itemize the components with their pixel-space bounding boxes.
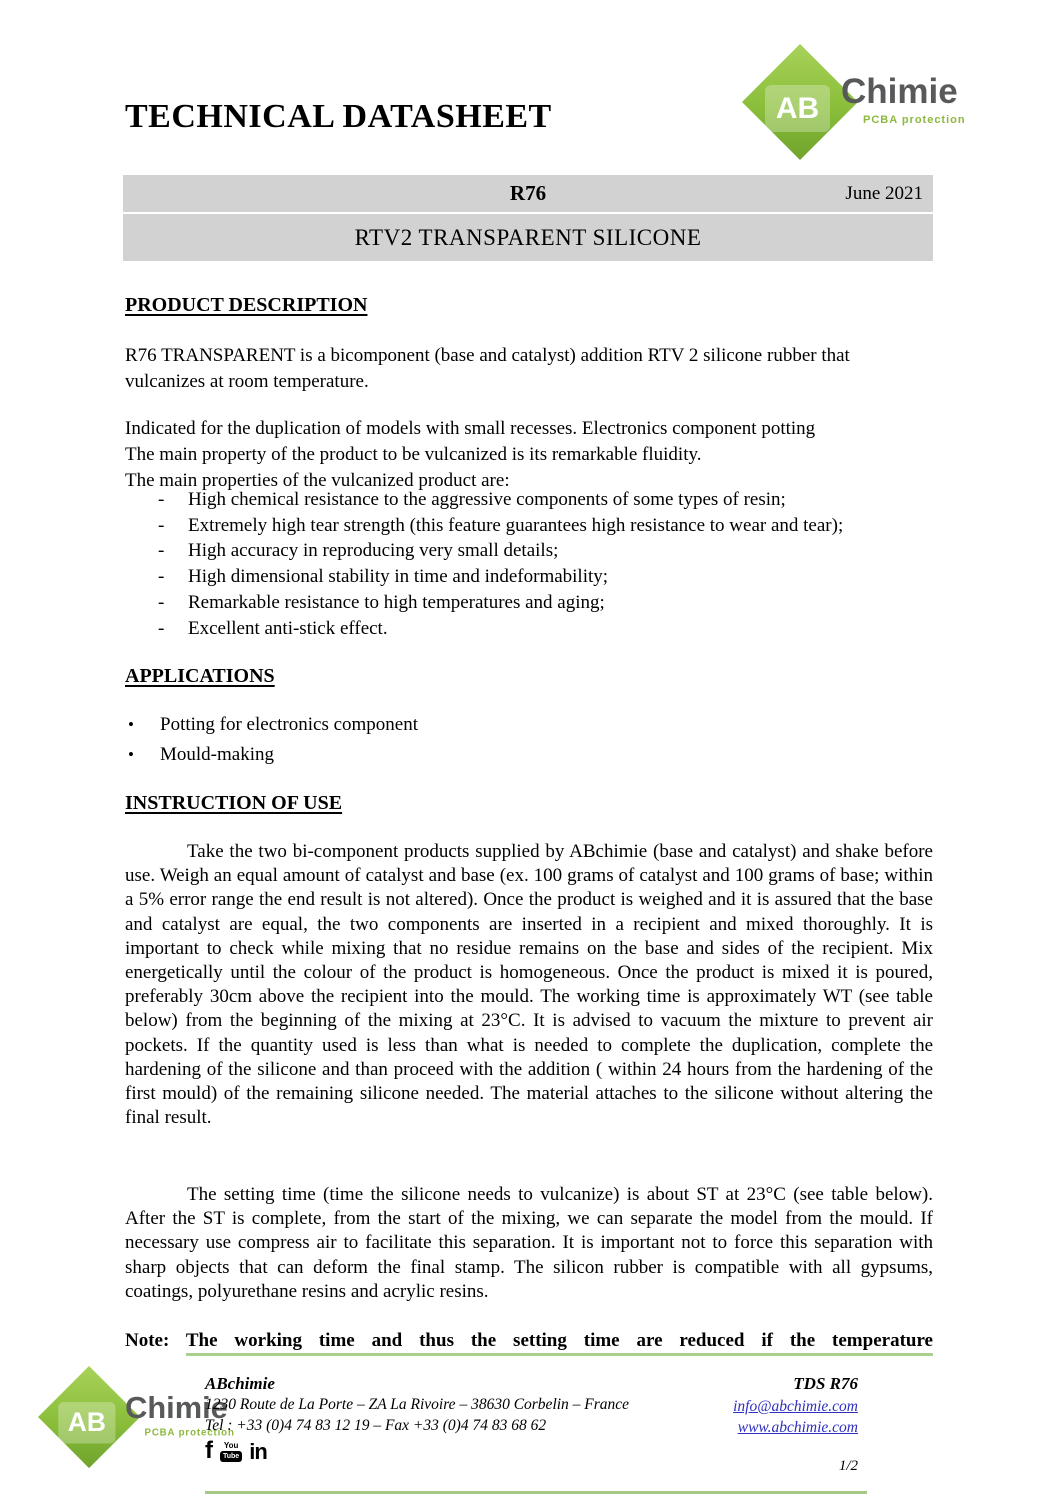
product-code: R76 [509, 181, 547, 205]
logo-tagline: PCBA protection [144, 1427, 235, 1439]
note-text: The working time and thus the setting time are reduced if the temperature [186, 1330, 933, 1356]
bottom-divider [205, 1491, 867, 1494]
list-item: - High chemical resistance to the aggressive components of some types of resin; [125, 487, 933, 513]
list-item: - High accuracy in reproducing very small details; [125, 538, 933, 564]
product-line: Indicated for the duplication of models with small recesses. Electronics component potting [125, 418, 816, 439]
footer-address: 1230 Route de La Porte – ZA La Rivoire – 38630 Corbelin – France [205, 1396, 630, 1413]
product-line: The main properties of the vulcanized product are: [125, 470, 510, 491]
note-paragraph [125, 1330, 933, 1352]
footer-email-link[interactable]: info@abchimie.com [733, 1398, 858, 1415]
footer-website-link[interactable]: www.abchimie.com [737, 1419, 858, 1436]
list-item: - Excellent anti-stick effect. [125, 616, 933, 642]
product-subtitle: RTV2 TRANSPARENT SILICONE [123, 214, 933, 261]
logo-monogram: AB [58, 1402, 115, 1443]
youtube-icon-top-label: You [223, 1441, 239, 1450]
instruction-paragraph-1: Take the two bi-component products supplied by ABchimie (base and catalyst) and shake before use. Weigh an equal amount of catalyst and base (ex. 100 grams of catalyst and 100 grams of base; within a 5% error range the end result is not altered). Once the product is weighed and it is assured that the base and catalyst are equal, the two components are inserted in a recipient and mixed thoroughly. It is important to check while mixing that no residue remains on the base and sides of the recipient. Mix energetically until the colour of the product is homogeneous. Once the product is mixed it is poured, preferably 30cm above the recipient into the mould. The working time is approximately WT (see table below) from the beginning of the mixing at 23°C. It is advised to vacuum the mixture to prevent air pockets. If the quantity used is less than what is needed to complete the duplication, complete the hardening of the silicone and than proceed with the addition ( within 24 hours from the hardening of the first mould) of the remaining silicone needed. The material attaches to the silicone without altering the final result. [125, 841, 933, 1129]
logo-monogram: AB [765, 85, 830, 132]
product-line: The main property of the product to be vulcanized is its remarkable fluidity. [125, 444, 702, 465]
note-label: Note: [125, 1330, 170, 1351]
youtube-icon[interactable] [220, 1442, 242, 1462]
page-title: TECHNICAL DATASHEET [125, 98, 552, 135]
footer-phone-fax: Tel : +33 (0)4 74 83 12 19 – Fax +33 (0)4 74 83 68 62 [205, 1417, 547, 1434]
title-banner [123, 175, 933, 261]
footer-doc-ref: TDS R76 [793, 1374, 858, 1393]
list-item: • Mould-making [125, 740, 933, 770]
logo-name: Chimie [841, 72, 958, 111]
product-properties-list [125, 487, 933, 641]
section-heading-instruction-of-use: INSTRUCTION OF USE [125, 792, 343, 814]
footer-company-name: ABchimie [205, 1374, 275, 1393]
banner-row-code [123, 175, 933, 212]
list-item: - High dimensional stability in time and indeformability; [125, 564, 933, 590]
logo-tagline: PCBA protection [863, 114, 966, 126]
abchimie-logo [742, 44, 972, 169]
instruction-paragraph-2: The setting time (time the silicone needs to vulcanize) is about ST at 23°C (see table below). After the ST is complete, from the start of the mixing, we can separate the model from the mould. If necessary use compress air to facilitate this separation. It is important not to force this separation with sharp objects that can deform the final stamp. The silicon rubber is compatible with all gypsums, coatings, polyurethane resins and acrylic resins. [125, 1184, 933, 1302]
list-item: • Potting for electronics component [125, 710, 933, 740]
list-item: - Extremely high tear strength (this feature guarantees high resistance to wear and tear); [125, 513, 933, 539]
product-intro-paragraph: R76 TRANSPARENT is a bicomponent (base and catalyst) addition RTV 2 silicone rubber that vulcanizes at room temperature. [125, 345, 850, 392]
footer-social-icons [205, 1437, 655, 1464]
linkedin-icon[interactable]: in [249, 1439, 267, 1464]
facebook-icon[interactable]: f [205, 1437, 213, 1464]
list-item: - Remarkable resistance to high temperatures and aging; [125, 590, 933, 616]
section-heading-applications: APPLICATIONS [125, 665, 275, 687]
product-property-lines [125, 416, 933, 494]
issue-date: June 2021 [845, 182, 923, 204]
section-heading-product-description: PRODUCT DESCRIPTION [125, 294, 368, 316]
applications-list [125, 710, 933, 770]
logo-name: Chimie [125, 1390, 228, 1425]
page-number: 1/2 [838, 1458, 858, 1474]
footer-company-info [205, 1374, 655, 1462]
youtube-icon-box-label: Tube [220, 1451, 242, 1462]
footer-document-info [618, 1374, 858, 1475]
